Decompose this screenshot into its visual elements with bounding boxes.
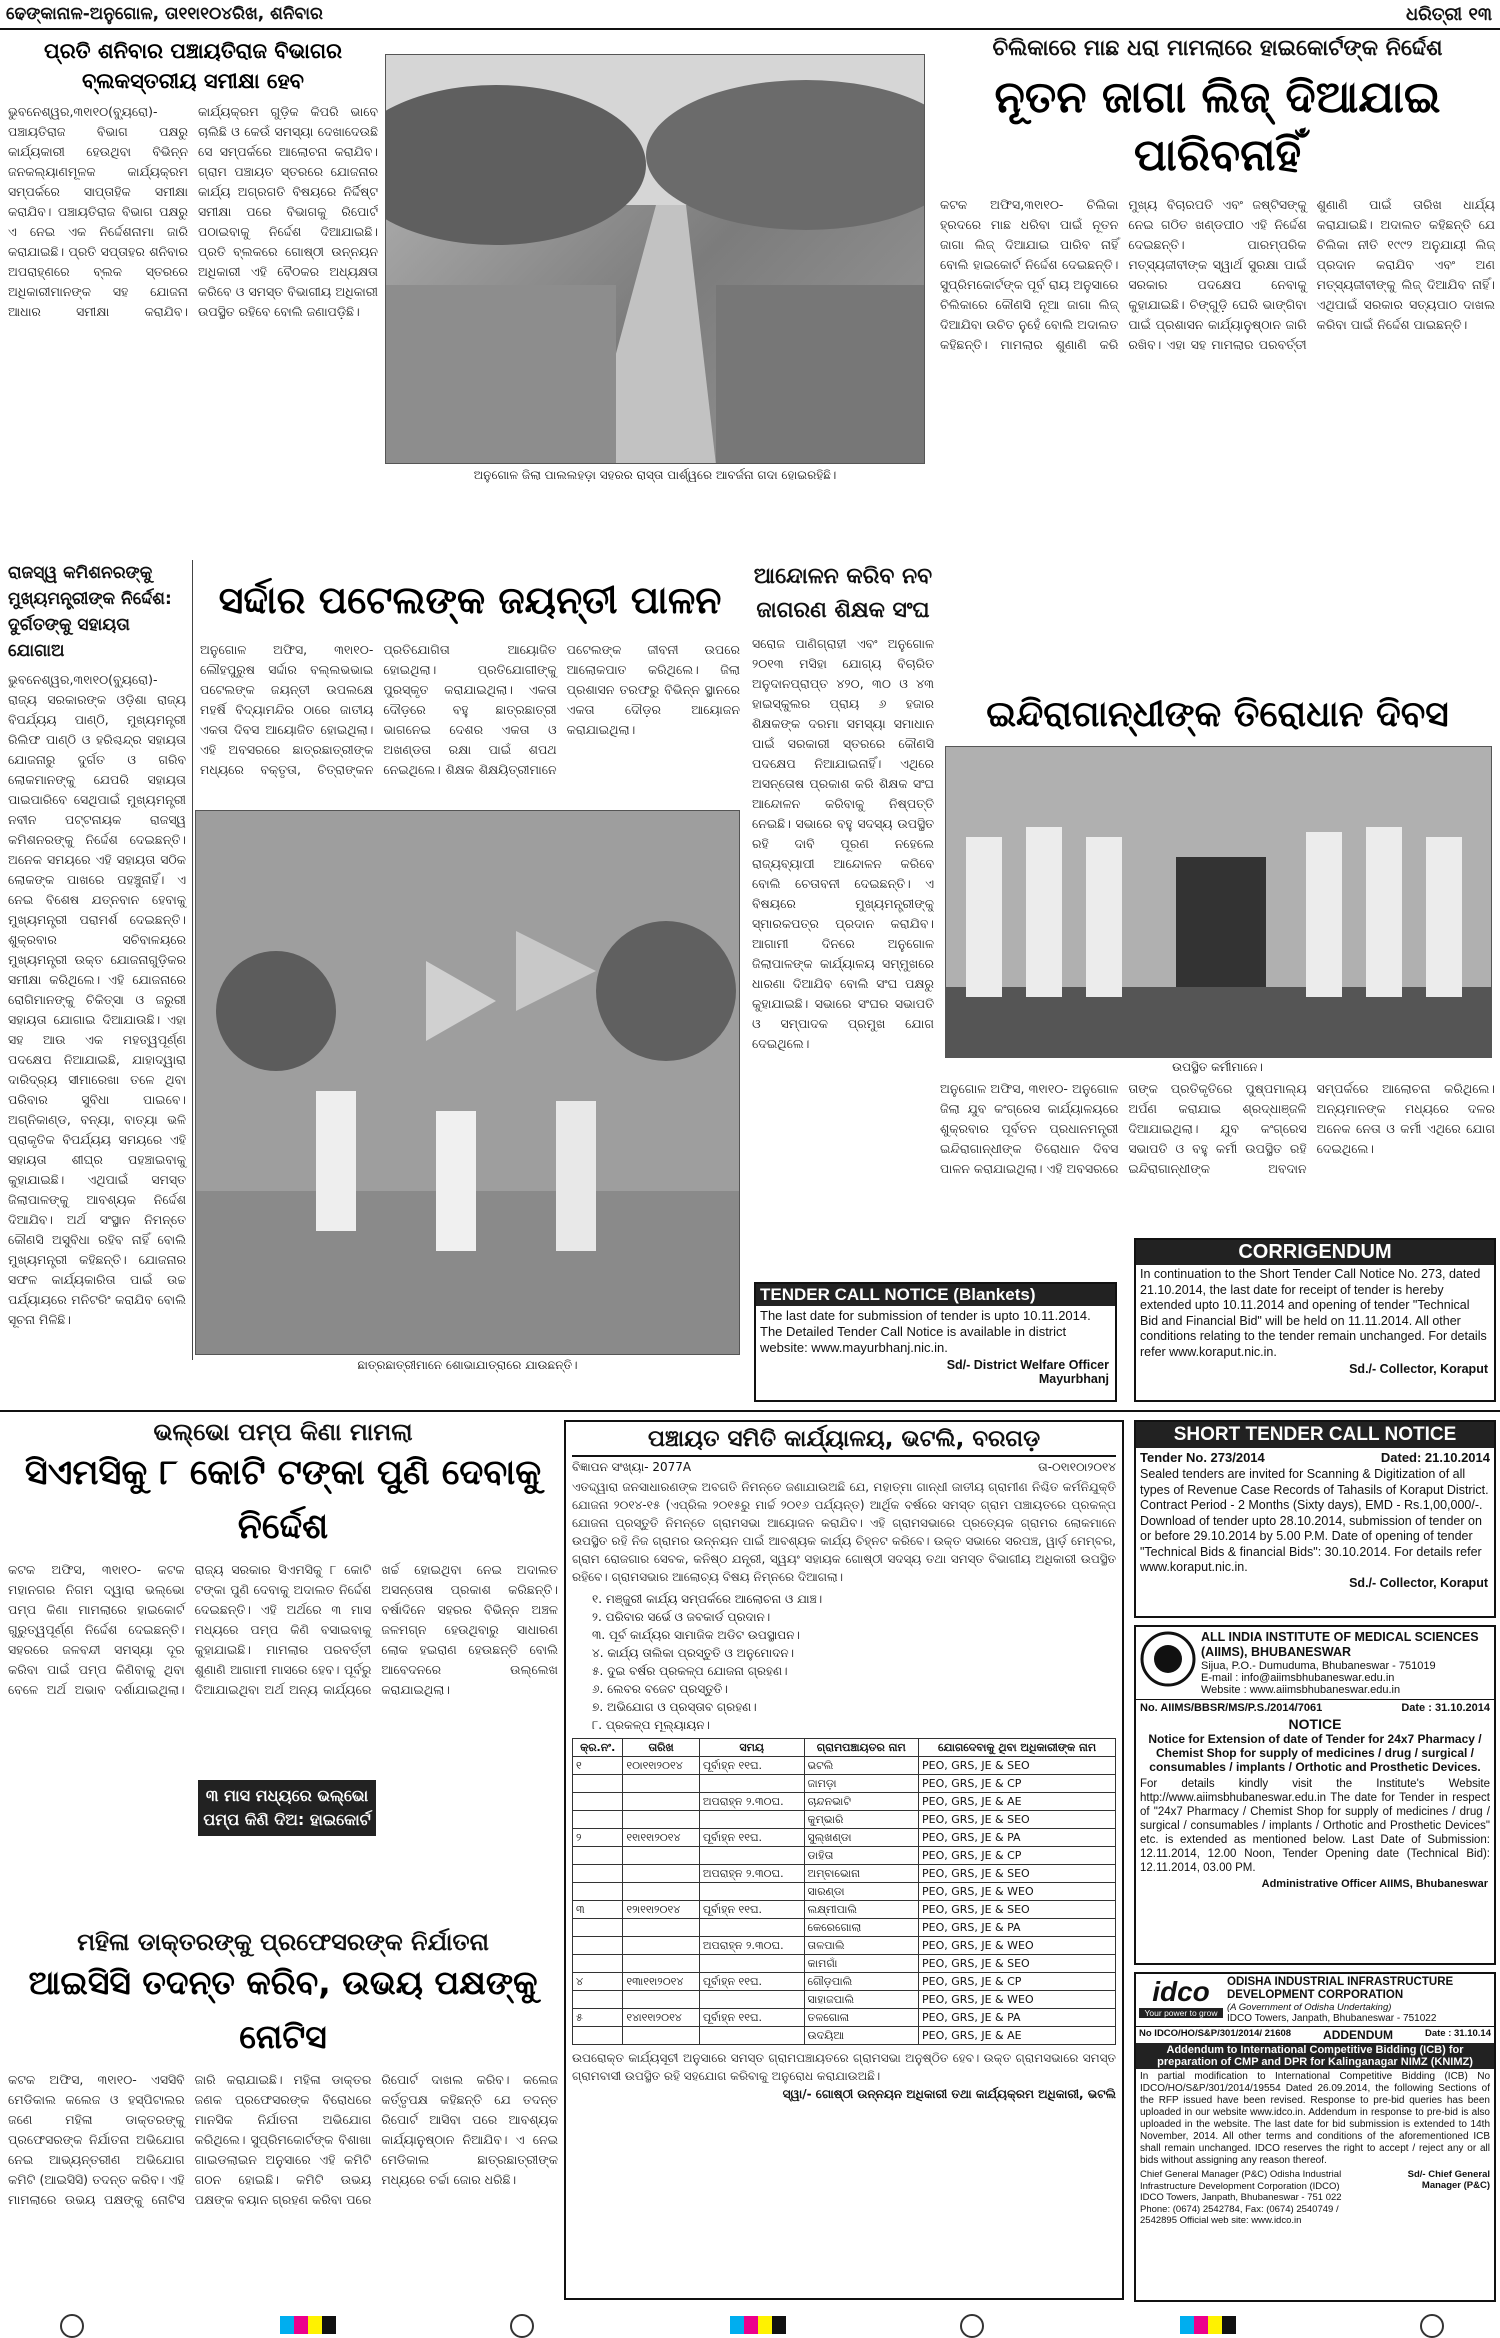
patel-headline: ସର୍ଦ୍ଦାର ପଟେଲଙ୍କ ଜୟନ୍ତୀ ପାଳନ	[218, 578, 722, 622]
bhatli-footer: ଉପରୋକ୍ତ କାର୍ଯ୍ୟସୂଚୀ ଅନୁସାରେ ସମସ୍ତ ଗ୍ରାମପଞ୍ଚାୟତରେ ଗ୍ରାମସଭା ଅନୁଷ୍ଠିତ ହେବ। ଉକ୍ତ ଗ୍ରାମସଭାରେ ସମସ୍ତ ଗ୍ରାମବାସୀ ଉପସ୍ଥିତ ରହି ସହଯୋଗ କରିବାକୁ ଅନୁରୋଧ କରାଯାଉଅଛି।	[572, 2051, 1116, 2083]
aiims-email: E-mail : info@aiimsbhubaneswar.edu.in	[1201, 1672, 1395, 1684]
table-cell: PEO, GRS, JE & PA	[918, 1919, 1115, 1937]
table-header: କ୍ର.ନଂ.	[573, 1739, 623, 1757]
road-photo-caption: ଅନୁଗୋଳ ଜିଲା ପାଲଲହଡ଼ା ସହରର ରାସ୍ତା ପାର୍ଶ୍ୱରେ ଆବର୍ଜନା ଗଦା ହୋଇରହିଛି।	[473, 468, 837, 482]
table-cell: ୧୨ା୧୧ା୨୦୧୪	[623, 1901, 699, 1919]
table-cell: ପୂର୍ବାହ୍ନ ୧୧ଘ.	[699, 1973, 804, 1991]
table-cell	[623, 1865, 699, 1883]
idco-name: ODISHA INDUSTRIAL INFRASTRUCTURE DEVELOPMENT CORPORATION	[1227, 1976, 1454, 2001]
table-cell: ପୂର୍ବାହ୍ନ ୧୧ଘ.	[699, 1829, 804, 1847]
table-cell	[623, 1919, 699, 1937]
registration-mark-icon	[1420, 2314, 1444, 2338]
bhatli-point: ୪. କାର୍ଯ୍ୟ ତାଲିକା ପ୍ରସ୍ତୁତି ଓ ଅନୁମୋଦନ।	[592, 1646, 795, 1660]
table-cell: ଉଦୟିଆ	[804, 2027, 918, 2045]
volvo-story	[8, 1418, 558, 1923]
bhatli-notice-no: ବିଜ୍ଞାପନ ସଂଖ୍ୟା- 2077A	[572, 1460, 692, 1474]
table-cell: କୁମ୍ଭାରି	[804, 1811, 918, 1829]
road-photo	[385, 54, 925, 464]
chilika-story	[940, 36, 1495, 686]
doctor-headline: ଆଇସିସି ତଦନ୍ତ କରିବ, ଉଭୟ ପକ୍ଷଙ୍କୁ ନୋଟିସ	[28, 1963, 538, 2056]
table-cell: ୪	[573, 1973, 623, 1991]
short-tender-body: Sealed tenders are invited for Scanning & Digitization of all types of Revenue Case Records of Tahasils of Koraput District. Contract Period - 2 Months (Sixty days), EMD - Rs.1,00,000/-. Download of tender upto 28.10.2014, submission of tender on or before 29.10.2014 by 5.00 P.M. Date of opening of tender "Technical Bids & financial Bids": 30.10.2014. For details refer www.koraput.nic.in.	[1140, 1467, 1489, 1574]
revenue-text: ଭୁବନେଶ୍ୱର,୩୧ା୧୦(ବ୍ୟୁରୋ)- ରାଜ୍ୟ ସରକାରଙ୍କ ଓଡ଼ିଶା ରାଜ୍ୟ ବିପର୍ଯ୍ୟୟ ପାଣ୍ଠି, ମୁଖ୍ୟମନ୍ତ୍ରୀ ରିଲିଫ ପାଣ୍ଠି ଓ ହରିଶ୍ଚନ୍ଦ୍ର ସହାୟତା ଯୋଜନାରୁ ଦୁର୍ଗତ ଓ ଗରିବ ଲୋକମାନଙ୍କୁ ଯେପରି ସହାୟତା ପାଇପାରିବେ ସେଥିପାଇଁ ମୁଖ୍ୟମନ୍ତ୍ରୀ ନବୀନ ପଟ୍ଟନାୟକ ରାଜସ୍ୱ କମିଶନରଙ୍କୁ ନିର୍ଦ୍ଦେଶ ଦେଇଛନ୍ତି। ଅନେକ ସମୟରେ ଏହି ସହାୟତା ସଠିକ ଲୋକଙ୍କ ପାଖରେ ପହଞ୍ଚୁନାହିଁ। ଏ ନେଇ ବିଶେଷ ଯତ୍ନବାନ ହେବାକୁ ମୁଖ୍ୟମନ୍ତ୍ରୀ ପରାମର୍ଶ ଦେଇଛନ୍ତି। ଶୁକ୍ରବାର ସଚିବାଳୟରେ ମୁଖ୍ୟମନ୍ତ୍ରୀ ଉକ୍ତ ଯୋଜନାଗୁଡ଼ିକର ସମୀକ୍ଷା କରିଥିଲେ। ଏହି ଯୋଜନାରେ ରୋଗିମାନଙ୍କୁ ଚିକିତ୍ସା ଓ ଜରୁରୀ ସହାୟତା ଯୋଗାଇ ଦିଆଯାଉଛି। ଏହା ସହ ଆଉ ଏକ ମହତ୍ୱପୂର୍ଣ୍ଣ ପଦକ୍ଷେପ ନିଆଯାଇଛି, ଯାହାଦ୍ୱାରା ଦାରିଦ୍ର୍ୟ ସୀମାରେଖା ତଳେ ଥିବା ପରିବାର ସୁବିଧା ପାଇବେ। ଅଗ୍ନିକାଣ୍ଡ, ବନ୍ୟା, ବାତ୍ୟା ଭଳି ପ୍ରାକୃତିକ ବିପର୍ଯ୍ୟୟ ସମୟରେ ଏହି ସହାୟତା ଶୀଘ୍ର ପହଞ୍ଚାଇବାକୁ କୁହାଯାଇଛି। ଏଥିପାଇଁ ସମସ୍ତ ଜିଲାପାଳଙ୍କୁ ଆବଶ୍ୟକ ନିର୍ଦ୍ଦେଶ ଦିଆଯିବ। ଅର୍ଥ ସଂସ୍ଥାନ ନିମନ୍ତେ କୌଣସି ଅସୁବିଧା ରହିବ ନାହିଁ ବୋଲି ମୁଖ୍ୟମନ୍ତ୍ରୀ କହିଛନ୍ତି। ଯୋଜନାର ସଫଳ କାର୍ଯ୍ୟକାରିତା ପାଇଁ ଉଚ୍ଚ ପର୍ଯ୍ୟାୟରେ ମନିଟରିଂ କରାଯିବ ବୋଲି ସୂଚନା ମିଳିଛି।	[8, 672, 186, 1327]
table-cell: ୫	[573, 2009, 623, 2027]
table-cell: ଅପରାହ୍ନ ୨.୩୦ଘ.	[699, 1793, 804, 1811]
registration-mark-icon	[510, 2314, 534, 2338]
table-cell: ଅପରାହ୍ନ ୨.୩୦ଘ.	[699, 1865, 804, 1883]
aiims-sign: Administrative Officer AIIMS, Bhubaneswar	[1261, 1878, 1488, 1890]
table-cell	[573, 1919, 623, 1937]
table-row	[573, 1901, 1116, 1919]
indira-headline: ଇନ୍ଦିରାଗାନ୍ଧୀଙ୍କ ତିରୋଧାନ ଦିବସ	[986, 694, 1449, 735]
table-cell	[573, 1811, 623, 1829]
table-cell: ଡାହିତା	[804, 1847, 918, 1865]
short-tender-sign: Sd./- Collector, Koraput	[1349, 1575, 1488, 1590]
idco-logo: idco	[1152, 1976, 1210, 2007]
volvo-kicker: ଭଲ୍‌ଭୋ ପମ୍ପ କିଣା ମାମଲା	[153, 1418, 413, 1446]
table-cell: କାମଗାଁ	[804, 1955, 918, 1973]
table-cell: PEO, GRS, JE & CP	[918, 1847, 1115, 1865]
table-row	[573, 1991, 1116, 2009]
table-cell: ପୂର୍ବାହ୍ନ ୧୧ଘ.	[699, 1901, 804, 1919]
aiims-ref-no: No. AIIMS/BBSR/MS/P.S./2014/7061	[1140, 1702, 1323, 1714]
bhatli-schedule-table	[572, 1738, 1116, 2045]
table-cell: ଅମ୍ବାଭୋନା	[804, 1865, 918, 1883]
table-cell: ୧୦ା୧୧ା୨୦୧୪	[623, 1757, 699, 1775]
table-cell: ଲକ୍ଷ୍ମୀପାଲି	[804, 1901, 918, 1919]
teachers-headline: ଆନ୍ଦୋଳନ କରିବ ନବ ଜାଗରଣ ଶିକ୍ଷକ ସଂଘ	[753, 564, 933, 623]
aiims-website: Website : www.aiimsbhubaneswar.edu.in	[1201, 1684, 1401, 1696]
march-photo-caption: ଛାତ୍ରଛାତ୍ରୀମାନେ ଶୋଭାଯାତ୍ରାରେ ଯାଉଛନ୍ତି।	[357, 1358, 578, 1372]
aiims-body: For details kindly visit the Institute's Website http://www.aiimsbhubaneswar.edu.in The date for Tender in respect of "24x7 Pharmacy / Chemist Shop for supply of medicines / drug / surgical / consumables / implants / Orthotic and Prosthetic Devices" etc. is extended as mentioned below. Last Date of Submission: 12.11.2014, 12.00 Noon, Tender Opening date (Technical Bid): 12.11.2014, 03.00 PM.	[1140, 1778, 1490, 1874]
table-cell: ଚାନ୍ଦନଭାଟି	[804, 1793, 918, 1811]
print-registration-strip	[0, 2312, 1500, 2338]
bhatli-intro: ଏତଦ୍ଦ୍ୱାରା ଜନସାଧାରଣଙ୍କ ଅବଗତି ନିମନ୍ତେ ଜଣାଯାଉଅଛି ଯେ, ମହାତ୍ମା ଗାନ୍ଧୀ ଜାତୀୟ ଗ୍ରାମୀଣ ନିଶ୍ଚିତ କର୍ମନିଯୁକ୍ତି ଯୋଜନା ୨୦୧୪-୧୫ (ଏପ୍ରିଲ ୨୦୧୫ରୁ ମାର୍ଚ୍ଚ ୨୦୧୬ ପର୍ଯ୍ୟନ୍ତ) ଆର୍ଥିକ ବର୍ଷରେ ସମସ୍ତ ଗ୍ରାମ ପଞ୍ଚାୟତରେ ପ୍ରକଳ୍ପ ଯୋଜନା ପ୍ରସ୍ତୁତି ନିମନ୍ତେ ଗ୍ରାମସଭା ଆୟୋଜନ କରାଯିବ। ଏହି ଗ୍ରାମସଭାରେ ପ୍ରତ୍ୟେକ ଗ୍ରାମର ଲୋକମାନେ ଉପସ୍ଥିତ ରହି ନିଜ ଗ୍ରାମର ଉନ୍ନୟନ ପାଇଁ ଆବଶ୍ୟକ କାର୍ଯ୍ୟ ଚିହ୍ନଟ କରିବେ। ଉକ୍ତ ସଭାରେ ସରପଞ୍ଚ, ୱାର୍ଡ଼ ମେମ୍ବର, ଗ୍ରାମ ରୋଜଗାର ସେବକ, କନିଷ୍ଠ ଯନ୍ତ୍ରୀ, ସ୍ୱୟଂ ସହାୟକ ଗୋଷ୍ଠୀ ସଦସ୍ୟ ତଥା ସମସ୍ତ ବିଭାଗୀୟ ଅଧିକାରୀ ଉପସ୍ଥିତ ରହିବେ। ଗ୍ରାମସଭାର ଆଲୋଚ୍ୟ ବିଷୟ ନିମ୍ନରେ ଦିଆଗଲା।	[572, 1480, 1116, 1584]
bhatli-point: ୮. ପ୍ରକଳ୍ପ ମୂଲ୍ୟାୟନ।	[592, 1718, 710, 1732]
bhatli-point: ୧. ମଞ୍ଜୁରୀ କାର୍ଯ୍ୟ ସମ୍ପର୍କରେ ଆଲୋଚନା ଓ ଯାଞ୍ଚ।	[592, 1592, 823, 1606]
idco-addendum-label: ADDENDUM	[1323, 2028, 1394, 2042]
table-row	[573, 1955, 1116, 1973]
volvo-highlight-box: ୩ ମାସ ମଧ୍ୟରେ ଭଲ୍‌ଭୋ ପମ୍ପ କିଣି ଦିଅ: ହାଇକୋର୍ଟ	[198, 1780, 376, 1836]
table-cell: PEO, GRS, JE & WEO	[918, 1883, 1115, 1901]
masthead	[0, 0, 1500, 30]
idco-date: Date : 31.10.14	[1424, 2028, 1491, 2039]
table-cell: PEO, GRS, JE & WEO	[918, 1937, 1115, 1955]
table-row	[573, 1883, 1116, 1901]
table-row	[573, 1793, 1116, 1811]
teachers-story	[752, 560, 934, 1360]
table-cell: ସାରଣ୍ଡା	[804, 1883, 918, 1901]
patel-story	[200, 560, 740, 800]
table-cell	[699, 1919, 804, 1937]
doctor-story	[8, 1928, 558, 2308]
bhatli-sign: ସ୍ୱା/- ଗୋଷ୍ଠୀ ଉନ୍ନୟନ ଅଧିକାରୀ ତଥା କାର୍ଯ୍ୟକ୍ରମ ଅଧିକାରୀ, ଭଟଲି	[782, 2087, 1116, 2101]
table-cell	[573, 1937, 623, 1955]
masthead-left: ଢେଙ୍କାନାଳ-ଅନୁଗୋଳ, ତା୧୧ା୧୦୪ରିଖ, ଶନିବାର	[6, 4, 323, 24]
table-cell	[623, 1955, 699, 1973]
table-cell: ୧୩ା୧୧ା୨୦୧୪	[623, 1973, 699, 1991]
table-cell: ଗୌଡ଼ପାଲି	[804, 1973, 918, 1991]
table-cell	[699, 1847, 804, 1865]
table-cell	[699, 1955, 804, 1973]
table-cell	[699, 1883, 804, 1901]
table-cell: ଭଟଲି	[804, 1757, 918, 1775]
table-cell	[623, 1775, 699, 1793]
registration-mark-icon	[60, 2314, 84, 2338]
table-row	[573, 2009, 1116, 2027]
table-cell	[623, 1883, 699, 1901]
volvo-headline: ସିଏମସିକୁ ୮ କୋଟି ଟଙ୍କା ପୁଣି ଦେବାକୁ ନିର୍ଦ୍ଦେଶ	[24, 1453, 542, 1547]
table-cell: PEO, GRS, JE & PA	[918, 1829, 1115, 1847]
table-cell: ୩	[573, 1901, 623, 1919]
corrigendum-sign: Sd./- Collector, Koraput	[1349, 1362, 1488, 1376]
table-cell	[699, 1775, 804, 1793]
idco-title: Addendum to International Competitive Bidding (ICB) for preparation of CMP and DPR for Kalinganagar NIMZ (KNIMZ)	[1136, 2043, 1494, 2069]
idco-sign: Sd/- Chief General Manager (P&C)	[1407, 2169, 1490, 2191]
table-cell: ଜାମଡ଼ା	[804, 1775, 918, 1793]
table-cell: PEO, GRS, JE & SEO	[918, 1865, 1115, 1883]
table-header: ଗ୍ରାମପଞ୍ଚାୟତର ନାମ	[804, 1739, 918, 1757]
table-header: ସମୟ	[699, 1739, 804, 1757]
short-tender-title: SHORT TENDER CALL NOTICE	[1136, 1422, 1494, 1448]
table-cell	[573, 1775, 623, 1793]
table-cell	[573, 1883, 623, 1901]
table-cell	[573, 1955, 623, 1973]
aiims-ad	[1134, 1625, 1496, 1965]
idco-ref: No IDCO/HO/S&P/301/2014/ 21608	[1139, 2028, 1292, 2039]
masthead-right: ଧରିତ୍ରୀ ୧୩	[1405, 4, 1492, 25]
table-cell	[623, 1811, 699, 1829]
indira-caption: ଉପସ୍ଥିତ କର୍ମୀମାନେ।	[1172, 1060, 1263, 1074]
idco-sub: (A Government of Odisha Undertaking)	[1227, 2002, 1392, 2013]
aiims-notice-label: NOTICE	[1288, 1716, 1342, 1732]
table-cell	[623, 1991, 699, 2009]
bhatli-points	[592, 1590, 1116, 1734]
table-cell: PEO, GRS, JE & SEO	[918, 1757, 1115, 1775]
table-cell: PEO, GRS, JE & CP	[918, 1775, 1115, 1793]
table-row	[573, 1829, 1116, 1847]
tender-blankets-sign1: Sd/- District Welfare Officer	[946, 1358, 1109, 1372]
aiims-name: ALL INDIA INSTITUTE OF MEDICAL SCIENCES (AIIMS), BHUBANESWAR	[1201, 1630, 1479, 1659]
aiims-subject: Notice for Extension of date of Tender for 24x7 Pharmacy / Chemist Shop for supply of medicines / drug / surgical / consumables / implants / Orthotic and Prosthetic Devices.	[1148, 1732, 1482, 1774]
table-cell: ସାହାଜପାଲି	[804, 1991, 918, 2009]
table-cell: ୧୪ା୧୧ା୨୦୧୪	[623, 2009, 699, 2027]
panchayat-text: ଭୁବନେଶ୍ୱର,୩୧ା୧୦(ବ୍ୟୁରୋ)- ପଞ୍ଚାୟତିରାଜ ବିଭାଗ ପକ୍ଷରୁ କାର୍ଯ୍ୟକାରୀ ହେଉଥିବା ବିଭିନ୍ନ ଜନକଲ୍ୟାଣମୂଳକ କାର୍ଯ୍ୟକ୍ରମ ସମ୍ପର୍କରେ ସାପ୍ତାହିକ ସମୀକ୍ଷା କରାଯିବ। ପଞ୍ଚାୟତିରାଜ ବିଭାଗ ପକ୍ଷରୁ ଏ ନେଇ ଏକ ନିର୍ଦ୍ଦେଶନାମା ଜାରି କରାଯାଇଛି। ପ୍ରତି ସପ୍ତାହର ଶନିବାର ଅପରାହ୍ଣରେ ବ୍ଲକ ସ୍ତରରେ ଅଧିକାରୀମାନଙ୍କ ସହ ଯୋଜନା ଆଧାର ସମୀକ୍ଷା କରାଯିବ। କାର୍ଯ୍ୟକ୍ରମ ଗୁଡ଼ିକ କିପରି ଭାବେ ଚାଲିଛି ଓ କେଉଁ ସମସ୍ୟା ଦେଖାଦେଉଛି ସେ ସମ୍ପର୍କରେ ଆଲୋଚନା କରାଯିବ। ଗ୍ରାମ ପଞ୍ଚାୟତ ସ୍ତରରେ ଯୋଜନାର କାର୍ଯ୍ୟ ଅଗ୍ରଗତି ବିଷୟରେ ନିର୍ଦ୍ଦିଷ୍ଟ ସମୀକ୍ଷା ପରେ ବିଭାଗକୁ ରିପୋର୍ଟ ପଠାଇବାକୁ ନିର୍ଦ୍ଦେଶ ଦିଆଯାଇଛି। ପ୍ରତି ବ୍ଲକରେ ଗୋଷ୍ଠୀ ଉନ୍ନୟନ ଅଧିକାରୀ ଏହି ବୈଠକର ଅଧ୍ୟକ୍ଷତା କରିବେ ଓ ସମସ୍ତ ବିଭାଗୀୟ ଅଧିକାରୀ ଉପସ୍ଥିତ ରହିବେ ବୋଲି ଜଣାପଡ଼ିଛି।	[8, 104, 378, 319]
table-cell: PEO, GRS, JE & SEO	[918, 1955, 1115, 1973]
bhatli-point: ୭. ଅଭିଯୋଗ ଓ ପ୍ରସ୍ତାବ ଗ୍ରହଣ।	[592, 1700, 757, 1714]
aiims-logo-icon	[1139, 1630, 1197, 1688]
corrigendum-title: CORRIGENDUM	[1136, 1240, 1494, 1265]
indira-image	[946, 747, 1491, 1057]
tender-blankets-title: TENDER CALL NOTICE (Blankets)	[756, 1284, 1115, 1306]
table-cell: ତଳଗୋଳା	[804, 2009, 918, 2027]
table-cell	[699, 2027, 804, 2045]
color-swatch-icon	[730, 2316, 786, 2334]
panchayat-story	[8, 36, 378, 546]
table-cell: PEO, GRS, JE & SEO	[918, 1811, 1115, 1829]
table-cell: ୧	[573, 1757, 623, 1775]
table-cell: କେରେଗୋଲା	[804, 1919, 918, 1937]
section-divider	[0, 1410, 1500, 1412]
table-row	[573, 1775, 1116, 1793]
teachers-text: ସରୋଜ ପାଣିଗ୍ରାହୀ ଏବଂ ଅନୁଗୋଳ ୨୦୧୩ ମସିହା ଯୋଗ୍ୟ ବିଚାରିତ ଅନୁଦାନପ୍ରାପ୍ତ ୪୨୦, ୩୦ ଓ ୪୩ ହାଇସ୍କୁଲର ପ୍ରାୟ ୬ ହଜାର ଶିକ୍ଷକଙ୍କ ଦରମା ସମସ୍ୟା ସମାଧାନ ପାଇଁ ସରକାରୀ ସ୍ତରରେ କୌଣସି ପଦକ୍ଷେପ ନିଆଯାଇନାହିଁ। ଏଥିରେ ଅସନ୍ତୋଷ ପ୍ରକାଶ କରି ଶିକ୍ଷକ ସଂଘ ଆନ୍ଦୋଳନ କରିବାକୁ ନିଷ୍ପତ୍ତି ନେଇଛି। ସଭାରେ ବହୁ ସଦସ୍ୟ ଉପସ୍ଥିତ ରହି ଦାବି ପୂରଣ ନହେଲେ ରାଜ୍ୟବ୍ୟାପୀ ଆନ୍ଦୋଳନ କରିବେ ବୋଲି ଚେତାବନୀ ଦେଇଛନ୍ତି। ଏ ବିଷୟରେ ମୁଖ୍ୟମନ୍ତ୍ରୀଙ୍କୁ ସ୍ମାରକପତ୍ର ପ୍ରଦାନ କରାଯିବ। ଆଗାମୀ ଦିନରେ ଅନୁଗୋଳ ଜିଲାପାଳଙ୍କ କାର୍ଯ୍ୟାଳୟ ସମ୍ମୁଖରେ ଧାରଣା ଦିଆଯିବ ବୋଲି ସଂଘ ପକ୍ଷରୁ କୁହାଯାଇଛି। ସଭାରେ ସଂଘର ସଭାପତି ଓ ସମ୍ପାଦକ ପ୍ରମୁଖ ଯୋଗ ଦେଇଥିଲେ।	[752, 636, 934, 1051]
indira-text: ଅନୁଗୋଳ ଅଫିସ, ୩୧ା୧୦- ଅନୁଗୋଳ ଜିଲା ଯୁବ କଂଗ୍ରେସ କାର୍ଯ୍ୟାଳୟରେ ଶୁକ୍ରବାର ପୂର୍ବତନ ପ୍ରଧାନମନ୍ତ୍ରୀ ଇନ୍ଦିରାଗାନ୍ଧୀଙ୍କ ତିରୋଧାନ ଦିବସ ପାଳନ କରାଯାଇଥିଲା। ଏହି ଅବସରରେ ତାଙ୍କ ପ୍ରତିକୃତିରେ ପୁଷ୍ପମାଲ୍ୟ ଅର୍ପଣ କରାଯାଇ ଶ୍ରଦ୍ଧାଞ୍ଜଳି ଦିଆଯାଇଥିଲା। ଯୁବ କଂଗ୍ରେସ ସଭାପତି ଓ ବହୁ କର୍ମୀ ଉପସ୍ଥିତ ରହି ଇନ୍ଦିରାଗାନ୍ଧୀଙ୍କ ଅବଦାନ ସମ୍ପର୍କରେ ଆଲୋଚନା କରିଥିଲେ। ଅନ୍ୟମାନଙ୍କ ମଧ୍ୟରେ ଦଳର ଅନେକ ନେତା ଓ କର୍ମୀ ଏଥିରେ ଯୋଗ ଦେଇଥିଲେ।	[940, 1081, 1495, 1176]
short-tender-no: Tender No. 273/2014	[1140, 1450, 1265, 1465]
table-cell: ଅପରାହ୍ନ ୨.୩୦ଘ.	[699, 1937, 804, 1955]
table-cell: PEO, GRS, JE & PA	[918, 2009, 1115, 2027]
bhatli-point: ୩. ପୂର୍ବ କାର୍ଯ୍ୟର ସାମାଜିକ ଅଡିଟ ଉପସ୍ଥାପନ।	[592, 1628, 800, 1642]
revenue-headline: ରାଜସ୍ୱ କମିଶନରଙ୍କୁ ମୁଖ୍ୟମନ୍ତ୍ରୀଙ୍କ ନିର୍ଦ୍ଦେଶ: ଦୁର୍ଗତଙ୍କୁ ସହାୟତା ଯୋଗାଅ	[8, 563, 172, 661]
table-cell: ସୁଲ୍‌ଖଣ୍ଡା	[804, 1829, 918, 1847]
idco-contact: Chief General Manager (P&C) Odisha Industrial Infrastructure Development Corporation (IDCO) IDCO Towers, Janpath, Bhubaneswar - 751 022 Phone: (0674) 2542784, Fax: (0674) 2540749 / 2542895 Official web site: www.idco.in	[1140, 2169, 1342, 2226]
table-cell: ପୂର୍ବାହ୍ନ ୧୧ଘ.	[699, 2009, 804, 2027]
bhatli-title: ପଞ୍ଚାୟତ ସମିତି କାର୍ଯ୍ୟାଳୟ, ଭଟଲି, ବରଗଡ଼	[572, 1426, 1116, 1457]
table-cell	[623, 1847, 699, 1865]
doctor-text: କଟକ ଅଫିସ, ୩୧ା୧୦- ଏସସିବି ମେଡିକାଲ କଲେଜ ଓ ହସ୍ପିଟାଲର ଜଣେ ମହିଳା ଡାକ୍ତରଙ୍କୁ ପ୍ରଫେସରଙ୍କ ନିର୍ଯାତନା ଅଭିଯୋଗ ନେଇ ଆଭ୍ୟନ୍ତରୀଣ ଅଭିଯୋଗ କମିଟି (ଆଇସିସି) ତଦନ୍ତ କରିବ। ଏହି ମାମଲାରେ ଉଭୟ ପକ୍ଷଙ୍କୁ ନୋଟିସ ଜାରି କରାଯାଇଛି। ମହିଳା ଡାକ୍ତର ଜଣକ ପ୍ରଫେସରଙ୍କ ବିରୋଧରେ ମାନସିକ ନିର୍ଯାତନା ଅଭିଯୋଗ କରିଥିଲେ। ସୁପ୍ରିମକୋର୍ଟଙ୍କ ବିଶାଖା ଗାଇଡଲାଇନ ଅନୁସାରେ ଏହି କମିଟି ଗଠନ ହୋଇଛି। କମିଟି ଉଭୟ ପକ୍ଷଙ୍କ ବୟାନ ଗ୍ରହଣ କରିବା ପରେ ରିପୋର୍ଟ ଦାଖଲ କରିବ। କଲେଜ କର୍ତ୍ତୃପକ୍ଷ କହିଛନ୍ତି ଯେ ତଦନ୍ତ ରିପୋର୍ଟ ଆସିବା ପରେ ଆବଶ୍ୟକ କାର୍ଯ୍ୟାନୁଷ୍ଠାନ ନିଆଯିବ। ଏ ନେଇ ମେଡିକାଲ ଛାତ୍ରଛାତ୍ରୀଙ୍କ ମଧ୍ୟରେ ଚର୍ଚ୍ଚା ଜୋର ଧରିଛି।	[8, 2072, 558, 2207]
tender-blankets-ad	[754, 1282, 1117, 1402]
table-cell	[573, 1793, 623, 1811]
table-header: ତାରିଖ	[623, 1739, 699, 1757]
table-row	[573, 1973, 1116, 1991]
registration-mark-icon	[960, 2314, 984, 2338]
table-cell: PEO, GRS, JE & AE	[918, 1793, 1115, 1811]
road-image	[386, 55, 925, 464]
table-cell: PEO, GRS, JE & SEO	[918, 1901, 1115, 1919]
bhatli-notice	[564, 1420, 1124, 2300]
table-cell: ୧୧ା୧୧ା୨୦୧୪	[623, 1829, 699, 1847]
table-cell: ପୂର୍ବାହ୍ନ ୧୧ଘ.	[699, 1757, 804, 1775]
table-cell: ତାଳପାଲି	[804, 1937, 918, 1955]
table-cell: ୨	[573, 1829, 623, 1847]
table-cell	[623, 1937, 699, 1955]
color-swatch-icon	[1180, 2316, 1236, 2334]
idco-address: IDCO Towers, Janpath, Bhubaneswar - 751022	[1227, 2013, 1437, 2024]
table-cell	[699, 1991, 804, 2009]
bhatli-point: ୨. ପରିବାର ସର୍ଭେ ଓ ଜବକାର୍ଡ ପ୍ରଦାନ।	[592, 1610, 771, 1624]
table-row	[573, 1919, 1116, 1937]
aiims-address: Sijua, P.O.- Dumuduma, Bhubaneswar - 751019	[1201, 1660, 1436, 1672]
bhatli-point: ୫. ଦୁଇ ବର୍ଷର ପ୍ରକଳ୍ପ ଯୋଜନା ଗ୍ରହଣ।	[592, 1664, 788, 1678]
chilika-text: କଟକ ଅଫିସ,୩୧ା୧୦- ଚିଲିକା ହ୍ରଦରେ ମାଛ ଧରିବା ପାଇଁ ନୂତନ ଜାଗା ଲିଜ୍ ଦିଆଯାଇ ପାରିବ ନାହିଁ ବୋଲି ହାଇକୋର୍ଟ ନିର୍ଦ୍ଦେଶ ଦେଇଛନ୍ତି। ସୁପ୍ରିମକୋର୍ଟଙ୍କ ପୂର୍ବ ରାୟ ଅନୁସାରେ ଚିଲିକାରେ କୌଣସି ନୂଆ ଜାଗା ଲିଜ୍ ଦିଆଯିବା ଉଚିତ ନୁହେଁ ବୋଲି ଅଦାଲତ କହିଛନ୍ତି। ମାମଲାର ଶୁଣାଣି କରି ମୁଖ୍ୟ ବିଚାରପତି ଏବଂ ଜଷ୍ଟିସଙ୍କୁ ନେଇ ଗଠିତ ଖଣ୍ଡପୀଠ ଏହି ନିର୍ଦ୍ଦେଶ ଦେଇଛନ୍ତି। ପାରମ୍ପରିକ ମତ୍ସ୍ୟଜୀବୀଙ୍କ ସ୍ୱାର୍ଥ ସୁରକ୍ଷା ପାଇଁ ସରକାର ପଦକ୍ଷେପ ନେବାକୁ କୁହାଯାଇଛି। ଚିଙ୍ଗୁଡ଼ି ଘେରି ଭାଙ୍ଗିବା ପାଇଁ ପ୍ରଶାସନ କାର୍ଯ୍ୟାନୁଷ୍ଠାନ ଜାରି ରଖିବ। ଏହା ସହ ମାମଲାର ପରବର୍ତ୍ତୀ ଶୁଣାଣି ପାଇଁ ତାରିଖ ଧାର୍ଯ୍ୟ କରାଯାଇଛି। ଅଦାଲତ କହିଛନ୍ତି ଯେ ଚିଲିକା ନୀତି ୧୯୯୨ ଅନୁଯାୟୀ ଲିଜ୍ ପ୍ରଦାନ କରାଯିବ ଏବଂ ଅଣ ମତ୍ସ୍ୟଜୀବୀଙ୍କୁ ଲିଜ୍ ଦିଆଯିବ ନାହିଁ। ଏଥିପାଇଁ ସରକାର ସତ୍ୟପାଠ ଦାଖଲ କରିବା ପାଇଁ ନିର୍ଦ୍ଦେଶ ପାଇଛନ୍ତି।	[940, 197, 1495, 352]
table-cell	[573, 1847, 623, 1865]
color-swatch-icon	[280, 2316, 336, 2334]
chilika-headline: ନୂତନ ଜାଗା ଲିଜ୍ ଦିଆଯାଇ ପାରିବନାହିଁ	[994, 72, 1441, 181]
table-cell	[623, 1793, 699, 1811]
idco-ad	[1134, 1972, 1496, 2302]
table-cell: PEO, GRS, JE & AE	[918, 2027, 1115, 2045]
table-row	[573, 2027, 1116, 2045]
bhatli-date: ତା-୦୧ା୧୦ା୨୦୧୪	[1038, 1460, 1116, 1474]
table-row	[573, 1847, 1116, 1865]
short-tender-date: Dated: 21.10.2014	[1380, 1450, 1490, 1465]
indira-story	[940, 690, 1495, 1195]
chilika-kicker: ଚିଲିକାରେ ମାଛ ଧରା ମାମଲାରେ ହାଇକୋର୍ଟଙ୍କ ନିର୍ଦ୍ଦେଶ	[992, 36, 1443, 61]
table-cell: PEO, GRS, JE & WEO	[918, 1991, 1115, 2009]
aiims-date: Date : 31.10.2014	[1401, 1702, 1490, 1714]
table-row	[573, 1757, 1116, 1775]
table-cell: PEO, GRS, JE & CP	[918, 1973, 1115, 1991]
table-cell	[699, 1811, 804, 1829]
doctor-kicker: ମହିଳା ଡାକ୍ତରଙ୍କୁ ପ୍ରଫେସରଙ୍କ ନିର୍ଯାତନା	[77, 1928, 489, 1956]
tender-blankets-body: The last date for submission of tender is upto 10.11.2014. The Detailed Tender Call Notice is available in district website: www.mayurbhanj.nic.in.	[760, 1308, 1091, 1355]
table-row	[573, 1865, 1116, 1883]
idco-tagline: Your power to grow	[1139, 2008, 1223, 2018]
bhatli-point: ୬. ଲେବର ବଜେଟ ପ୍ରସ୍ତୁତି।	[592, 1682, 728, 1696]
revenue-story	[8, 560, 193, 1360]
table-row	[573, 1937, 1116, 1955]
bhatli-table-body	[573, 1757, 1116, 2045]
patel-text: ଅନୁଗୋଳ ଅଫିସ, ୩୧ା୧୦- ଲୌହପୁରୁଷ ସର୍ଦ୍ଦାର ବଲ୍ଲଭଭାଇ ପଟେଲଙ୍କ ଜୟନ୍ତୀ ଉପଲକ୍ଷେ ମହର୍ଷି ବିଦ୍ୟାମନ୍ଦିର ଠାରେ ଜାତୀୟ ଏକତା ଦିବସ ଆୟୋଜିତ ହୋଇଥିଲା। ଏହି ଅବସରରେ ଛାତ୍ରଛାତ୍ରୀଙ୍କ ମଧ୍ୟରେ ବକ୍ତୃତା, ଚିତ୍ରାଙ୍କନ ପ୍ରତିଯୋଗିତା ଆୟୋଜିତ ହୋଇଥିଲା। ପ୍ରତିଯୋଗୀଙ୍କୁ ପୁରସ୍କୃତ କରାଯାଇଥିଲା। ଏକତା ଦୌଡ଼ରେ ବହୁ ଛାତ୍ରଛାତ୍ରୀ ଭାଗନେଇ ଦେଶର ଏକତା ଓ ଅଖଣ୍ଡତା ରକ୍ଷା ପାଇଁ ଶପଥ ନେଇଥିଲେ। ଶିକ୍ଷକ ଶିକ୍ଷୟିତ୍ରୀମାନେ ପଟେଲଙ୍କ ଜୀବନୀ ଉପରେ ଆଲୋକପାତ କରିଥିଲେ। ଜିଲା ପ୍ରଶାସନ ତରଫରୁ ବିଭିନ୍ନ ସ୍ଥାନରେ ଏକତା ଦୌଡ଼ର ଆୟୋଜନ କରାଯାଇଥିଲା।	[200, 642, 740, 777]
table-header: ଯୋଗଦେବାକୁ ଥିବା ଅଧିକାରୀଙ୍କ ନାମ	[918, 1739, 1115, 1757]
corrigendum-ad	[1134, 1238, 1496, 1402]
table-cell	[573, 2027, 623, 2045]
table-cell	[573, 1991, 623, 2009]
table-cell	[573, 1865, 623, 1883]
corrigendum-body: In continuation to the Short Tender Call Notice No. 273, dated 21.10.2014, the last date for receipt of tender is hereby extended upto 10.11.2014 and opening of tender "Technical Bid and Financial Bid" will be held on 11.11.2014. All other conditions relating to the tender remain unchanged. For details refer www.koraput.nic.in.	[1140, 1267, 1487, 1359]
short-tender-ad	[1134, 1420, 1496, 1618]
indira-photo	[945, 746, 1492, 1058]
table-row	[573, 1811, 1116, 1829]
march-image	[196, 811, 740, 1355]
volvo-text: କଟକ ଅଫିସ, ୩୧ା୧୦- କଟକ ମହାନଗର ନିଗମ ଦ୍ୱାରା ଭଲ୍‌ଭୋ ପମ୍ପ କିଣା ମାମଲାରେ ହାଇକୋର୍ଟ ଗୁରୁତ୍ୱପୂର୍ଣ୍ଣ ନିର୍ଦ୍ଦେଶ ଦେଇଛନ୍ତି। ସହରରେ ଜଳବନ୍ଦୀ ସମସ୍ୟା ଦୂର କରିବା ପାଇଁ ପମ୍ପ କିଣିବାକୁ ଥିବା ବେଳେ ଅର୍ଥ ଅଭାବ ଦର୍ଶାଯାଇଥିଲା। ରାଜ୍ୟ ସରକାର ସିଏମସିକୁ ୮ କୋଟି ଟଙ୍କା ପୁଣି ଦେବାକୁ ଅଦାଲତ ନିର୍ଦ୍ଦେଶ ଦେଇଛନ୍ତି। ଏହି ଅର୍ଥରେ ୩ ମାସ ମଧ୍ୟରେ ପମ୍ପ କିଣି ବସାଇବାକୁ କୁହାଯାଇଛି। ମାମଲାର ପରବର୍ତ୍ତୀ ଶୁଣାଣି ଆଗାମୀ ମାସରେ ହେବ। ପୂର୍ବରୁ ଦିଆଯାଇଥିବା ଅର୍ଥ ଅନ୍ୟ କାର୍ଯ୍ୟରେ ଖର୍ଚ୍ଚ ହୋଇଥିବା ନେଇ ଅଦାଲତ ଅସନ୍ତୋଷ ପ୍ରକାଶ କରିଛନ୍ତି। ବର୍ଷାଦିନେ ସହରର ବିଭିନ୍ନ ଅଞ୍ଚଳ ଜଳମଗ୍ନ ହେଉଥିବାରୁ ସାଧାରଣ ଲୋକ ହଇରାଣ ହେଉଛନ୍ତି ବୋଲି ଆବେଦନରେ ଉଲ୍ଲେଖ କରାଯାଇଥିଲା।	[8, 1562, 558, 1697]
tender-blankets-sign2: Mayurbhanj	[1038, 1372, 1109, 1386]
idco-body: In partial modification to International Competitive Bidding (ICB) No IDCO/HO/S&P/301/2014/19554 Dated 26.09.2014, the following Sections of the RFP issued have been revised. Response to pre-bid queries has been uploaded in our website www.idco.in. Addendum in response to pre-bid is also uploaded in the website. The last date for bid submission is extended to 14th November, 2014. All other terms and conditions of the aforementioned ICB shall remain unchanged. IDCO reserves the right to accept / reject any or all bids without assigning any reason thereof.	[1140, 2071, 1490, 2166]
march-photo	[195, 810, 740, 1355]
table-cell	[623, 2027, 699, 2045]
panchayat-headline: ପ୍ରତି ଶନିବାର ପଞ୍ଚାୟତିରାଜ ବିଭାଗର ବ୍ଲକସ୍ତରୀୟ ସମୀକ୍ଷା ହେବ	[44, 39, 342, 93]
